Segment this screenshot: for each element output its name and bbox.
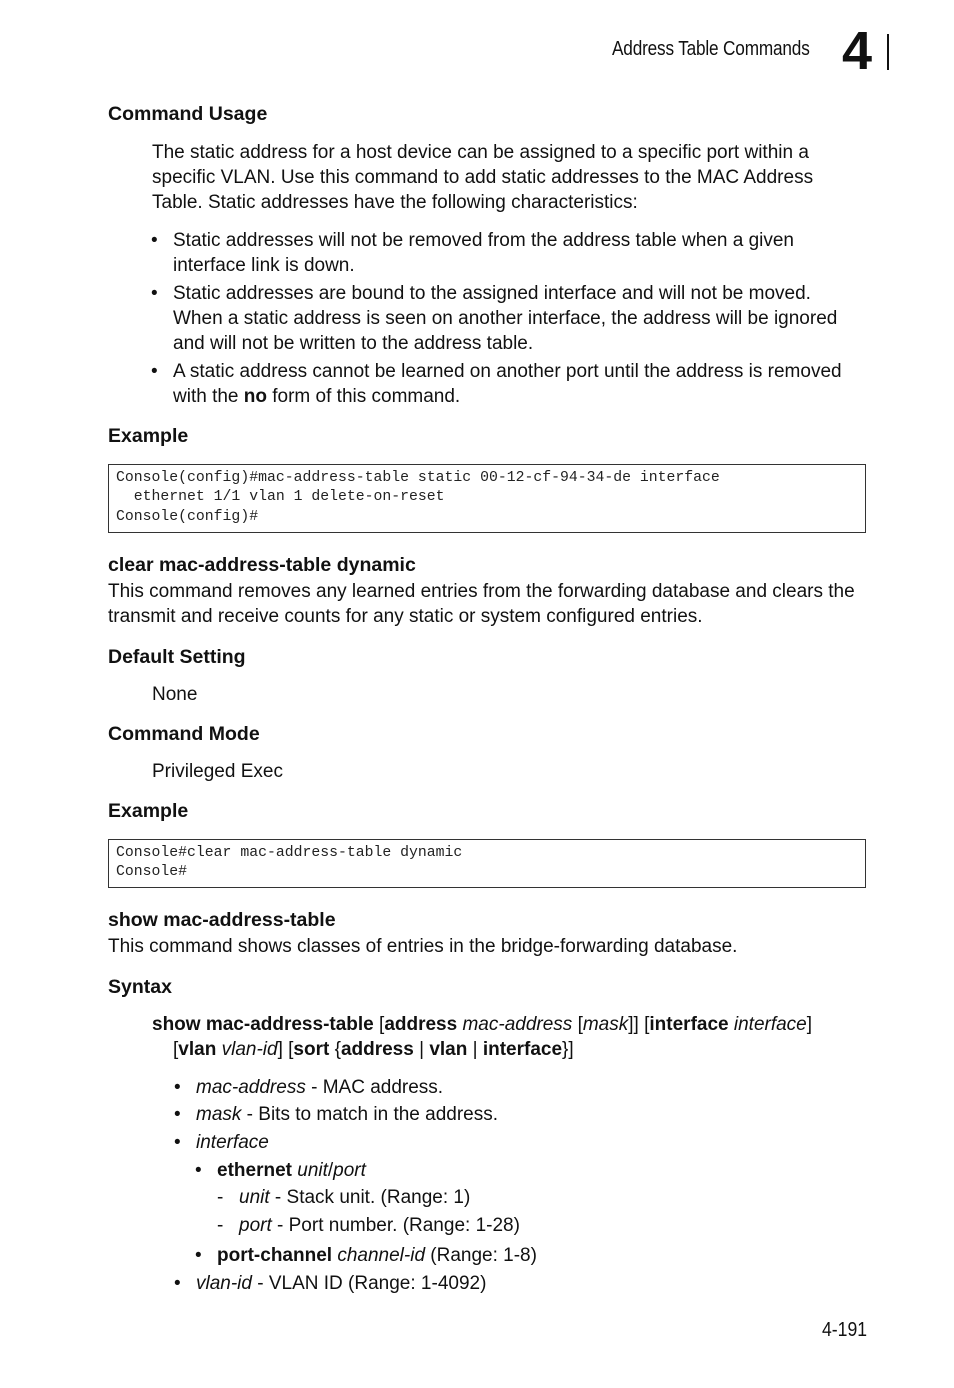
param-interface: • interface — [174, 1132, 269, 1153]
show-command-description: This command shows classes of entries in the bridge-forwarding database. — [108, 936, 738, 957]
dash-marker: - — [217, 1187, 224, 1208]
param-port: - port - Port number. (Range: 1-28) — [217, 1215, 520, 1236]
clear-command-description: This command removes any learned entries from the forwarding database and clears the transmit and receive counts for any static or system configured entries. — [108, 581, 855, 627]
default-setting-value: None — [152, 684, 198, 705]
syntax-line-1: show mac-address-table [address mac-address [mask]] [interface interface] — [152, 1014, 813, 1035]
bullet-marker: • — [195, 1245, 202, 1266]
command-title-show-mac-address-table: show mac-address-table — [108, 909, 336, 931]
usage-bullet-2 — [151, 281, 863, 356]
dash-marker: - — [217, 1215, 224, 1236]
syntax-heading: Syntax — [108, 976, 172, 998]
bullet-marker: • — [174, 1104, 181, 1125]
param-port-channel: • port-channel channel-id (Range: 1-8) — [195, 1245, 537, 1266]
running-header-title: Address Table Commands — [612, 38, 810, 60]
command-mode-value: Privileged Exec — [152, 761, 283, 782]
bullet-marker: • — [151, 230, 158, 251]
command-usage-intro: The static address for a host device can be assigned to a specific port within a specific VLAN. Use this command to add static addresses to the MAC Address Table. Static addresses have the following characteristics: — [152, 142, 814, 213]
param-vlan-id: • vlan-id - VLAN ID (Range: 1-4092) — [174, 1273, 487, 1294]
example-code-block-2: Console#clear mac-address-table dynamic Console# — [108, 839, 866, 888]
param-ethernet: • ethernet unit/port — [195, 1160, 366, 1181]
example-heading-2: Example — [108, 800, 189, 822]
bullet-marker: • — [151, 361, 158, 382]
example-heading-1: Example — [108, 425, 189, 447]
command-usage-heading: Command Usage — [108, 103, 268, 125]
param-unit: - unit - Stack unit. (Range: 1) — [217, 1187, 471, 1208]
bullet-marker: • — [174, 1132, 181, 1153]
usage-bullet-text: Static addresses will not be removed from the address table when a given interface link is down. — [173, 230, 794, 276]
example-code-block-1: Console(config)#mac-address-table static 00-12-cf-94-34-de interface ethernet 1/1 vlan 1 delete-on-reset Console(config)# — [108, 464, 866, 533]
syntax-line-2: [vlan vlan-id] [sort {address | vlan | interface}] — [173, 1039, 574, 1060]
usage-bullet-text: A static address cannot be learned on another port until the address is removed with the no form of this command. — [173, 361, 842, 407]
bullet-marker: • — [195, 1160, 202, 1181]
bullet-marker: • — [174, 1077, 181, 1098]
bullet-marker: • — [174, 1273, 181, 1294]
usage-bullet-1 — [151, 228, 863, 278]
usage-bullet-3 — [151, 359, 863, 409]
bullet-marker: • — [151, 283, 158, 304]
command-mode-heading: Command Mode — [108, 723, 260, 745]
command-title-clear-mac-address-table-dynamic: clear mac-address-table dynamic — [108, 554, 416, 576]
default-setting-heading: Default Setting — [108, 646, 246, 668]
param-mac-address: • mac-address - MAC address. — [174, 1077, 444, 1098]
no-keyword: no — [243, 386, 267, 407]
param-mask: • mask - Bits to match in the address. — [174, 1104, 499, 1125]
chapter-tab-bar — [887, 34, 889, 70]
page-number: 4-191 — [822, 1319, 868, 1341]
usage-bullet-text: Static addresses are bound to the assigned interface and will not be moved. When a static address is seen on another interface, the address will be ignored and will not be written to the address table. — [173, 283, 838, 354]
chapter-number: 4 — [842, 21, 873, 81]
